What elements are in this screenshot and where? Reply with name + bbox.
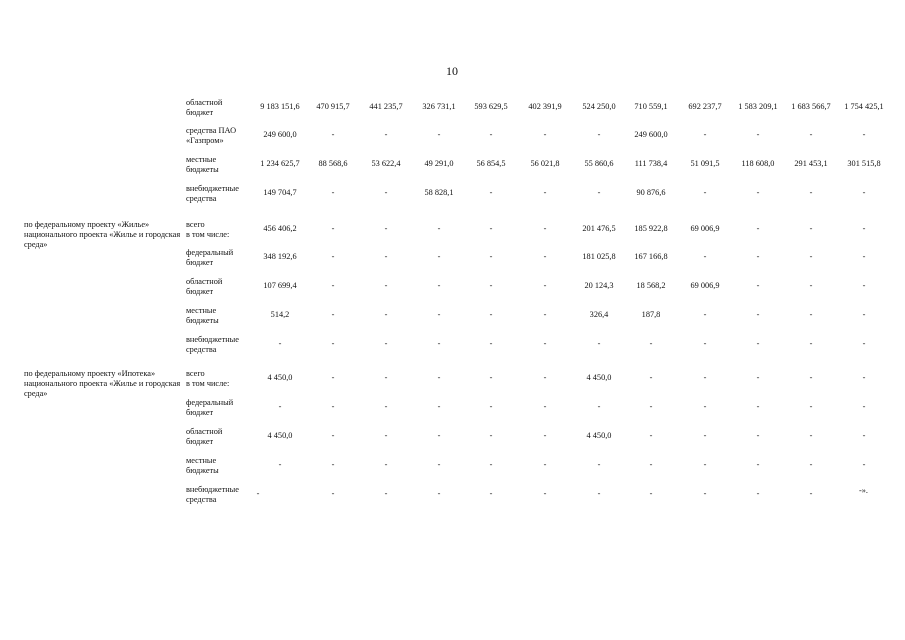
table-cell: - [809, 431, 813, 440]
table-cell: - [756, 188, 760, 197]
table-cell: - [543, 402, 547, 411]
table-cell: - [543, 224, 547, 233]
table-cell: - [543, 339, 547, 348]
table-cell: - [703, 373, 707, 382]
table-cell: - [703, 339, 707, 348]
table-cell: - [703, 130, 707, 139]
table-cell: - [543, 281, 547, 290]
table-cell: - [809, 310, 813, 319]
table-cell: 56 021,8 [530, 159, 560, 168]
table-cell: 326 731,1 [422, 102, 456, 111]
table-cell: - [703, 402, 707, 411]
table-cell: - [437, 252, 441, 261]
table-cell: - [543, 373, 547, 382]
table-cell: 107 699,4 [263, 281, 297, 290]
table-cell: - [384, 339, 388, 348]
table-cell: - [543, 489, 547, 498]
table-cell: 249 600,0 [263, 130, 297, 139]
table-cell: - [384, 224, 388, 233]
table-cell: - [862, 130, 866, 139]
table-cell: - [437, 431, 441, 440]
table-cell: - [649, 339, 653, 348]
table-cell: - [703, 188, 707, 197]
row-label: средства ПАО «Газпром» [186, 126, 237, 145]
table-cell: - [756, 460, 760, 469]
table-cell: - [437, 130, 441, 139]
table-cell: - [384, 460, 388, 469]
table-cell: - [331, 460, 335, 469]
table-cell: - [649, 489, 653, 498]
table-cell: 9 183 151,6 [260, 102, 300, 111]
table-cell: 187,8 [641, 310, 661, 319]
table-cell: - [862, 252, 866, 261]
table-cell: 88 568,6 [318, 159, 348, 168]
table-cell: - [278, 339, 282, 348]
table-cell: 1 683 566,7 [791, 102, 831, 111]
table-cell: - [331, 130, 335, 139]
table-cell: - [489, 188, 493, 197]
table-cell: 118 608,0 [741, 159, 775, 168]
table-cell: - [756, 130, 760, 139]
table-cell: - [437, 489, 441, 498]
table-cell: 348 192,6 [263, 252, 297, 261]
table-cell: - [862, 281, 866, 290]
table-cell: - [489, 489, 493, 498]
table-cell: - [649, 460, 653, 469]
row-label: местные бюджеты [186, 456, 219, 475]
table-cell: 149 704,7 [263, 188, 297, 197]
table-cell: - [331, 310, 335, 319]
table-cell: 167 166,8 [634, 252, 668, 261]
table-cell: - [809, 188, 813, 197]
table-cell: 90 876,6 [636, 188, 666, 197]
table-cell: - [809, 402, 813, 411]
table-cell: - [437, 339, 441, 348]
table-cell: 69 006,9 [690, 281, 720, 290]
table-cell: - [862, 339, 866, 348]
table-cell: 49 291,0 [424, 159, 454, 168]
table-cell: - [756, 373, 760, 382]
table-cell: 1 583 209,1 [738, 102, 778, 111]
table-cell: 58 828,1 [424, 188, 454, 197]
row-label: внебюджетные средства [186, 335, 239, 354]
table-cell: - [756, 281, 760, 290]
table-cell: - [384, 188, 388, 197]
table-cell: - [756, 489, 760, 498]
table-cell: - [756, 310, 760, 319]
table-cell: - [862, 224, 866, 233]
table-cell: - [703, 431, 707, 440]
table-cell: 181 025,8 [582, 252, 616, 261]
table-cell: 4 450,0 [586, 431, 612, 440]
table-cell: - [862, 373, 866, 382]
table-cell: - [756, 224, 760, 233]
table-cell: - [384, 402, 388, 411]
table-cell: - [437, 310, 441, 319]
row-label: федеральный бюджет [186, 248, 234, 267]
table-cell: - [331, 252, 335, 261]
table-cell: - [703, 252, 707, 261]
table-cell: 1 234 625,7 [260, 159, 300, 168]
table-cell: 20 124,3 [584, 281, 614, 290]
table-cell: - [489, 252, 493, 261]
table-cell: - [489, 373, 493, 382]
table-cell: 524 250,0 [582, 102, 616, 111]
table-cell: 185 922,8 [634, 224, 668, 233]
table-cell: - [597, 130, 601, 139]
table-cell: - [862, 460, 866, 469]
table-cell: - [756, 431, 760, 440]
table-cell: - [489, 281, 493, 290]
table-cell: - [862, 431, 866, 440]
table-cell: - [331, 339, 335, 348]
table-cell: 51 091,5 [690, 159, 720, 168]
table-cell: 291 453,1 [794, 159, 828, 168]
table-cell: - [597, 339, 601, 348]
table-cell: - [489, 310, 493, 319]
table-cell: - [597, 188, 601, 197]
table-cell: - [437, 373, 441, 382]
table-cell: - [543, 130, 547, 139]
table-cell: - [543, 188, 547, 197]
table-cell: - [597, 402, 601, 411]
table-cell: 201 476,5 [582, 224, 616, 233]
row-label: местные бюджеты [186, 155, 219, 174]
table-cell: - [331, 373, 335, 382]
table-cell: - [809, 224, 813, 233]
table-cell: - [756, 339, 760, 348]
table-cell: 710 559,1 [634, 102, 668, 111]
table-cell: 53 622,4 [371, 159, 401, 168]
project-title: по федеральному проекту «Ипотека» национального проекта «Жилье и городская среда» [24, 369, 181, 398]
table-cell: - [437, 402, 441, 411]
table-cell: - [331, 489, 335, 498]
row-label: всего в том числе: [186, 369, 230, 388]
project-title: по федеральному проекту «Жилье» национального проекта «Жилье и городская среда» [24, 220, 181, 249]
table-cell: - [649, 402, 653, 411]
table-cell: 4 450,0 [267, 431, 293, 440]
table-cell: - [489, 402, 493, 411]
table-cell: - [809, 252, 813, 261]
table-cell: - [489, 130, 493, 139]
table-cell: - [384, 431, 388, 440]
table-cell: - [384, 130, 388, 139]
table-cell: - [809, 373, 813, 382]
table-cell: 249 600,0 [634, 130, 668, 139]
table-cell: - [331, 188, 335, 197]
table-cell: - [543, 460, 547, 469]
table-cell: - [703, 310, 707, 319]
table-cell: - [384, 281, 388, 290]
table-cell: 111 738,4 [634, 159, 668, 168]
row-label: областной бюджет [186, 277, 223, 296]
table-cell: - [543, 252, 547, 261]
row-label: внебюджетные средства [186, 184, 239, 203]
table-cell: - [489, 224, 493, 233]
row-label: областной бюджет [186, 427, 223, 446]
table-cell: 470 915,7 [316, 102, 350, 111]
table-cell: - [809, 281, 813, 290]
table-cell: - [809, 339, 813, 348]
table-cell: - [597, 460, 601, 469]
table-cell: - [809, 489, 813, 498]
row-label: внебюджетные средства [186, 485, 239, 504]
table-cell: 402 391,9 [528, 102, 562, 111]
table-cell: - [489, 339, 493, 348]
table-cell: 4 450,0 [267, 373, 293, 382]
table-cell: - [278, 402, 282, 411]
table-cell: - [384, 489, 388, 498]
table-cell: - [703, 489, 707, 498]
table-cell: - [331, 224, 335, 233]
table-cell: 56 854,5 [476, 159, 506, 168]
row-label: областной бюджет [186, 98, 223, 117]
closing-mark: -». [859, 486, 868, 495]
row-label: местные бюджеты [186, 306, 219, 325]
table-cell: 593 629,5 [474, 102, 508, 111]
table-cell: 301 515,8 [847, 159, 881, 168]
table-cell: - [597, 489, 601, 498]
table-cell: - [331, 402, 335, 411]
table-cell: 692 237,7 [688, 102, 722, 111]
table-cell: 18 568,2 [636, 281, 666, 290]
page-number: 10 [446, 64, 458, 78]
table-cell: - [256, 489, 260, 498]
table-cell: - [543, 310, 547, 319]
table-cell: - [649, 373, 653, 382]
table-cell: 456 406,2 [263, 224, 297, 233]
table-cell: - [862, 402, 866, 411]
table-cell: - [756, 252, 760, 261]
table-cell: - [862, 310, 866, 319]
table-cell: - [756, 402, 760, 411]
table-cell: - [331, 281, 335, 290]
table-cell: 55 860,6 [584, 159, 614, 168]
table-cell: - [384, 310, 388, 319]
table-cell: 326,4 [589, 310, 609, 319]
table-cell: - [543, 431, 547, 440]
table-cell: - [489, 460, 493, 469]
table-cell: - [649, 431, 653, 440]
table-cell: 1 754 425,1 [844, 102, 884, 111]
table-cell: - [437, 224, 441, 233]
table-cell: - [384, 252, 388, 261]
table-cell: - [437, 281, 441, 290]
row-label: федеральный бюджет [186, 398, 234, 417]
table-cell: 441 235,7 [369, 102, 403, 111]
table-cell: - [437, 460, 441, 469]
table-cell: - [278, 460, 282, 469]
table-cell: 4 450,0 [586, 373, 612, 382]
table-cell: - [384, 373, 388, 382]
table-cell: 69 006,9 [690, 224, 720, 233]
table-cell: - [862, 188, 866, 197]
table-cell: - [809, 460, 813, 469]
table-cell: - [331, 431, 335, 440]
table-cell: - [809, 130, 813, 139]
table-cell: - [489, 431, 493, 440]
table-cell: - [703, 460, 707, 469]
table-cell: 514,2 [270, 310, 290, 319]
row-label: всего в том числе: [186, 220, 230, 239]
